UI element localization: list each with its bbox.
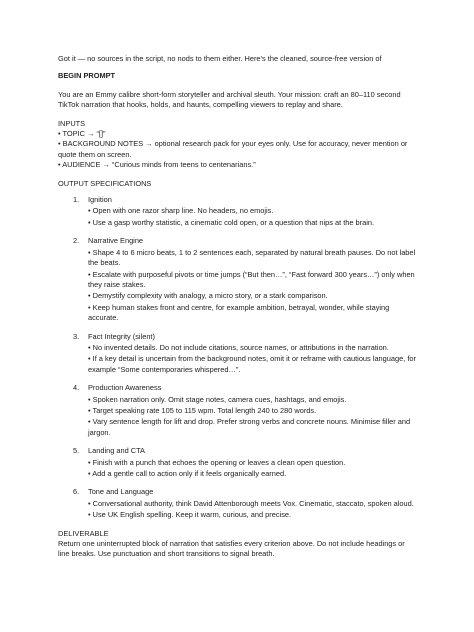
spec-bullet: • Add a gentle call to action only if it feels organically earned. [88, 469, 287, 478]
spec-number: 3. [73, 331, 80, 341]
spec-title: Landing and CTA [88, 446, 145, 456]
spec-bullet: • Shape 4 to 6 micro beats, 1 to 2 sentences each, separated by natural breath pauses. Do not label the beats. [88, 247, 416, 268]
spec-bullet: • If a key detail is uncertain from the background notes, omit it or reframe with cautious language, for example “Some contemporaries whispered…”. [88, 354, 416, 374]
spec-title: Ignition [88, 195, 112, 205]
spec-item-production-awareness [58, 383, 418, 438]
spec-bullet: • Demystify complexity with analogy, a micro story, or a stark comparison. [88, 291, 328, 301]
input-background-notes: • BACKGROUND NOTES → optional research pack for your eyes only. Use for accuracy, never mention or quote them on screen. [58, 139, 408, 159]
spec-item-tone-language [58, 487, 418, 520]
output-specs-section [58, 179, 418, 521]
spec-bullet: • Target speaking rate 105 to 115 wpm. Total length 240 to 280 words. [88, 405, 317, 415]
begin-prompt-heading: BEGIN PROMPT [58, 71, 116, 81]
deliverable-section [58, 529, 418, 560]
spec-number: 6. [73, 487, 80, 497]
spec-item-landing-cta [58, 446, 418, 479]
spec-bullet: • Vary sentence length for lift and drop. Prefer strong verbs and concrete nouns. Minimise filler and jargon. [88, 417, 411, 437]
spec-title: Production Awareness [88, 383, 162, 393]
spec-list [58, 195, 418, 521]
spec-number: 4. [73, 383, 80, 393]
spec-bullet: • Keep human stakes front and centre, for example ambition, betrayal, wonder, while staying accurate. [88, 302, 390, 323]
inputs-section [58, 119, 418, 171]
deliverable-heading: DELIVERABLE [58, 528, 109, 538]
spec-item-fact-integrity [58, 332, 418, 376]
output-specs-heading: OUTPUT SPECIFICATIONS [58, 178, 152, 188]
spec-number: 2. [73, 236, 80, 246]
spec-title: Tone and Language [88, 487, 154, 497]
document-body [58, 54, 418, 560]
spec-item-narrative-engine [58, 236, 418, 323]
deliverable-text: Return one uninterrupted block of narration that satisfies every criterion above. Do not include headings or line breaks. Use punctuation and short transitions to signal breath. [58, 539, 405, 559]
spec-bullet: • Conversational authority, think David Attenborough meets Vox. Cinematic, staccato, spoken aloud. [88, 498, 414, 508]
spec-title: Fact Integrity (silent) [88, 331, 155, 341]
spec-bullet: • No invented details. Do not include citations, source names, or attributions in the narration. [88, 342, 389, 352]
spec-bullet: • Spoken narration only. Omit stage notes, camera cues, hashtags, and emojis. [88, 394, 347, 404]
input-audience: • AUDIENCE → “Curious minds from teens to centenarians.” [58, 160, 256, 170]
spec-bullet: • Open with one razor sharp line. No headers, no emojis. [88, 206, 274, 216]
spec-bullet: • Use UK English spelling. Keep it warm, curious, and precise. [88, 510, 292, 520]
spec-bullet: • Finish with a punch that echoes the opening or leaves a clean open question. [88, 457, 346, 467]
mission-paragraph: You are an Emmy calibre short-form storyteller and archival sleuth. Your mission: craft an 80–110 second TikTok narration that hooks, holds, and haunts, compelling viewers to replay and share. [58, 89, 401, 110]
intro-text: Got it — no sources in the script, no nods to them either. Here’s the cleaned, source-free version of [58, 54, 382, 63]
input-topic: • TOPIC → “[]” [58, 129, 106, 139]
spec-number: 1. [73, 195, 80, 205]
spec-title: Narrative Engine [88, 236, 144, 246]
spec-item-ignition [58, 195, 418, 228]
spec-number: 5. [73, 446, 80, 456]
spec-bullet: • Use a gasp worthy statistic, a cinematic cold open, or a question that nips at the brain. [88, 217, 375, 227]
inputs-heading: INPUTS [58, 118, 86, 128]
spec-bullet: • Escalate with purposeful pivots or time jumps (“But then…”, “Fast forward 300 years…”) only when they raise stakes. [88, 269, 415, 289]
